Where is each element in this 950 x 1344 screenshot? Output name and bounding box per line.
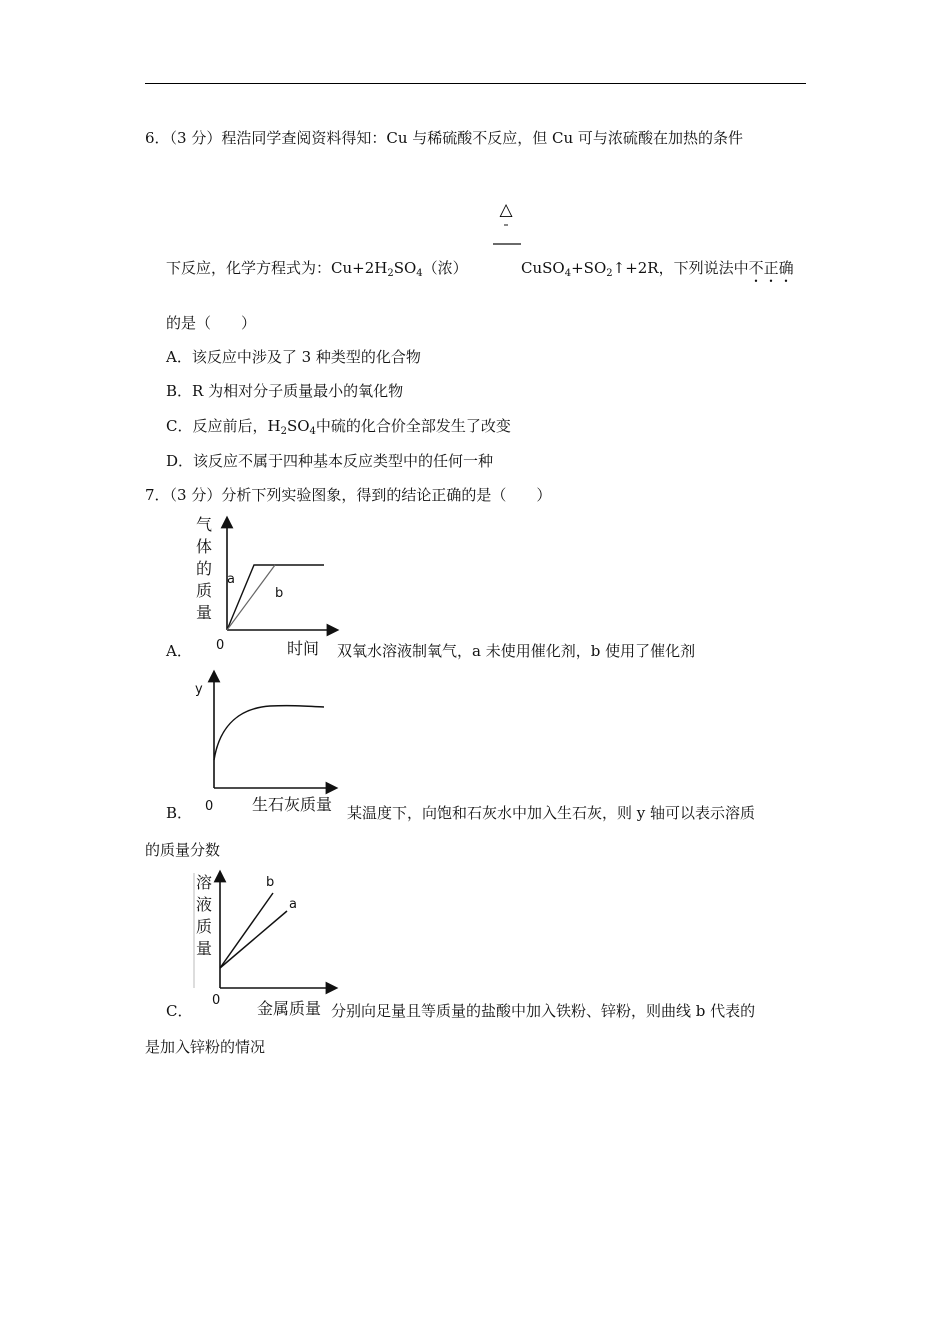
q7-b-text2: 的质量分数	[145, 841, 221, 859]
q7-stem: 7．（3 分）分析下列实验图象，得到的结论正确的是（ ）	[145, 486, 552, 504]
graph-a-curve-a-label: a	[227, 572, 235, 587]
graph-c-ylabel-2: 液	[196, 895, 213, 914]
graph-c-xlabel: 金属质量	[257, 999, 322, 1018]
graph-b-ylabel: y	[195, 682, 203, 697]
graph-a-ylabel-4: 质	[196, 581, 213, 600]
q7-b-text1: 某温度下，向饱和石灰水中加入生石灰，则 y 轴可以表示溶质	[347, 804, 756, 822]
graph-a	[190, 510, 350, 660]
q7-c-letter: C．	[166, 1002, 193, 1020]
q6-equation-left: 下反应，化学方程式为：$Cu+2H_2SO_4$（浓）	[166, 259, 468, 279]
graph-c-curve-b-label: b	[266, 875, 275, 890]
graph-a-origin: 0	[216, 638, 225, 653]
q6-option-c: C．反应前后，$H_2SO_4$中硫的化合价全部发生了改变	[166, 417, 511, 437]
graph-a-xlabel: 时间	[287, 639, 320, 658]
q7-a-text: 双氧水溶液制氧气，a 未使用催化剂，b 使用了催化剂	[337, 642, 696, 660]
graph-a-ylabel-2: 体	[196, 537, 213, 556]
q6-equation-right: $CuSO_4+SO_2↑+2R$，下列说法中不正确	[521, 259, 794, 279]
q7-b-letter: B．	[166, 804, 193, 822]
q6-option-d: D．该反应不属于四种基本反应类型中的任何一种	[166, 452, 494, 470]
graph-c-origin: 0	[212, 993, 221, 1008]
graph-c	[190, 868, 350, 1018]
q6-option-b: B．R 为相对分子质量最小的氧化物	[166, 382, 404, 400]
q7-a-letter: A．	[166, 642, 192, 660]
reaction-condition	[490, 198, 522, 248]
graph-a-curve-b-label: b	[275, 586, 284, 601]
graph-c-curve-a-label: a	[289, 897, 297, 912]
graph-c-ylabel-3: 质	[196, 917, 213, 936]
q6-line3: 的是（ ）	[166, 314, 257, 332]
graph-c-ylabel-4: 量	[196, 939, 213, 958]
graph-c-ylabel-1: 溶	[196, 873, 213, 892]
graph-a-ylabel-5: 量	[196, 603, 213, 622]
graph-b-xlabel: 生石灰质量	[252, 795, 333, 814]
heat-triangle-icon: △	[499, 200, 513, 220]
graph-b	[190, 668, 350, 818]
q6-line1: 6．（3 分）程浩同学查阅资料得知：Cu 与稀硫酸不反应，但 Cu 可与浓硫酸在加热的条件	[145, 129, 743, 147]
header-rule	[145, 83, 806, 84]
q6-option-a: A．该反应中涉及了 3 种类型的化合物	[166, 348, 421, 366]
graph-a-ylabel-1: 气	[196, 515, 213, 534]
graph-b-origin: 0	[205, 799, 214, 814]
q7-c-text1: 分别向足量且等质量的盐酸中加入铁粉、锌粉，则曲线 b 代表的	[331, 1002, 756, 1020]
graph-a-ylabel-3: 的	[196, 559, 213, 578]
emphasized-text: 不正确	[748, 259, 794, 277]
q7-c-text2: 是加入锌粉的情况	[145, 1038, 266, 1056]
